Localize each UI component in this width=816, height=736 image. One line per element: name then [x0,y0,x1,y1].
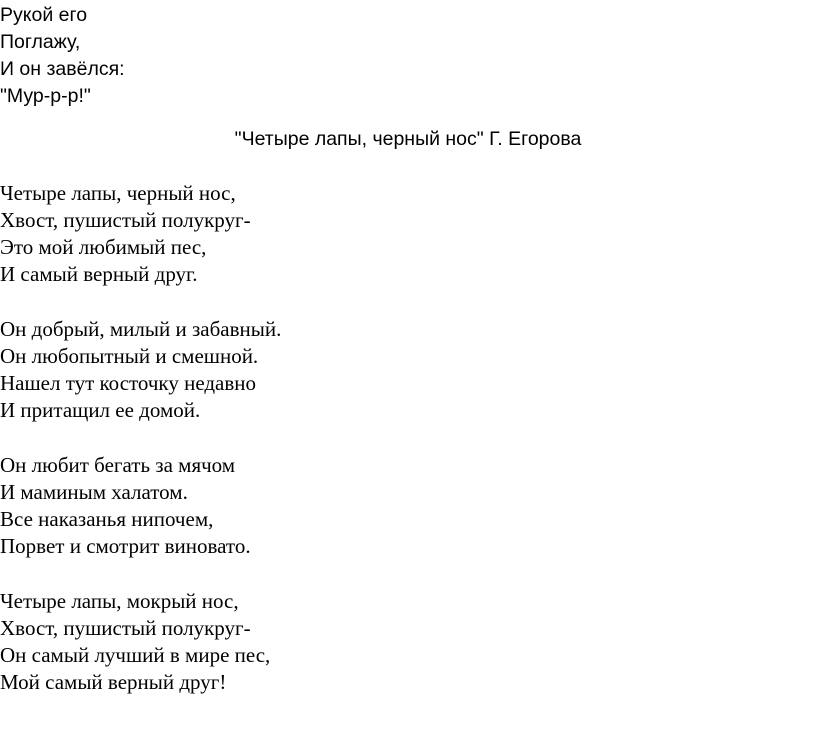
poem-line: Хвост, пушистый полукруг- [0,616,251,640]
poem-line: Он любопытный и смешной. [0,344,259,368]
poem-line: И притащил ее домой. [0,398,201,422]
poem-line: Порвет и смотрит виновато. [0,534,251,558]
intro-line: Рукой его [0,4,88,26]
poem-line: Все наказанья нипочем, [0,507,214,531]
poem-line: Он самый лучший в мире пес, [0,643,271,667]
poem-line: Нашел тут косточку недавно [0,371,257,395]
poem-line: Мой самый верный друг! [0,670,227,694]
intro-line: И он завёлся: [0,58,125,80]
intro-line: Поглажу, [0,31,81,53]
poem-line: Это мой любимый пес, [0,235,207,259]
poem-line: Четыре лапы, черный нос, [0,181,236,205]
poem-line: Хвост, пушистый полукруг- [0,208,251,232]
poem-line: И маминым халатом. [0,480,188,504]
intro-line: "Мур-р-р!" [0,85,91,107]
poem-title: "Четыре лапы, черный нос" Г. Егорова [234,128,582,150]
poem-line: Он любит бегать за мячом [0,453,236,477]
poem-line: И самый верный друг. [0,262,198,286]
poem-line: Четыре лапы, мокрый нос, [0,589,239,613]
poem-line: Он добрый, милый и забавный. [0,317,282,341]
